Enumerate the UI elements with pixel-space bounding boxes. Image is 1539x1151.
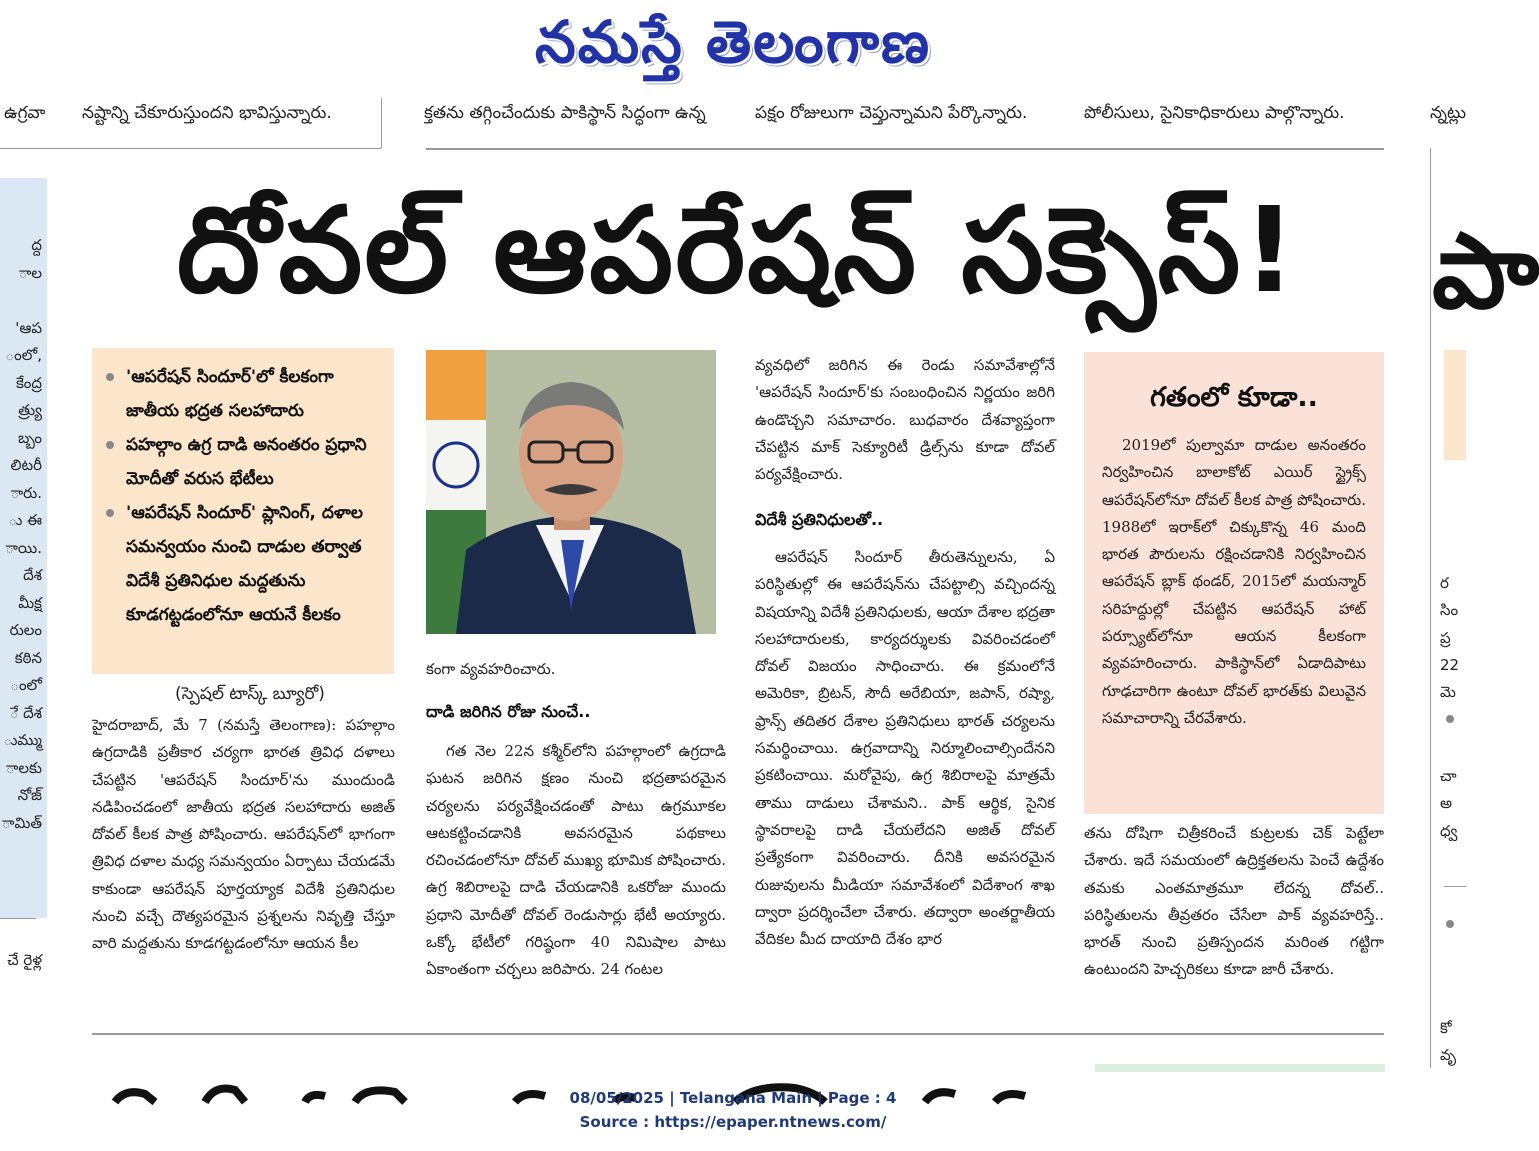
teaser-3: క్తతను తగ్గించేందుకు పాకిస్థాన్ సిద్ధంగా ఉన్న — [424, 103, 706, 123]
right-dashed-rule — [1444, 886, 1466, 887]
fragment-line: ారు. — [10, 483, 42, 502]
fragment-line: ాయి. — [5, 538, 42, 557]
sidebar-title: గతంలో కూడా.. — [1150, 382, 1318, 413]
fragment-line: సిం — [1440, 601, 1459, 620]
fragment-line: ామిత్ — [1, 813, 42, 832]
right-adjacent-box — [1444, 350, 1466, 460]
fragment-line: కేంద్ర — [15, 373, 42, 392]
teaser-6: న్నట్లు — [1430, 103, 1466, 123]
bullet-icon — [106, 373, 114, 381]
fragment-line: ాలకు — [5, 758, 42, 777]
next-article-band — [1095, 1064, 1385, 1072]
footer — [0, 1086, 1466, 1134]
right-adjacent-headline: పా — [1432, 210, 1539, 332]
sidebar-text: 2019లో పుల్వామా దాడుల అనంతరం నిర్వహించిన బాలాకోట్ ఎయిర్ స్ట్రైక్స్ ఆపరేషన్‌లోనూ దోవల్ కీలక పాత్ర పోషించారు. 1988లో ఇరాక్‌లో చిక్కుకొన్న 46 మంది భారత పౌరులను రక్షించడానికి నిర్వహించిన ఆపరేషన్ బ్లాక్ థండర్, 2015లో మయన్మార్ సరిహద్దుల్లో చేపట్టిన ఆపరేషన్ హాట్ పర్స్యూట్‌లోనూ ఆయన కీలకంగా వ్యవహరించారు. పాకిస్థాన్‌లో ఏడాదిపాటు గూఢచారిగా ఉంటూ దోవల్ భారత్‌కు విలువైన సమాచారాన్ని చేరవేశారు. — [1102, 436, 1366, 727]
fragment-line: మె — [1440, 683, 1456, 702]
fragment-line: అ — [1440, 794, 1453, 813]
fragment-line: ంలో, — [5, 346, 42, 364]
fragment-line — [0, 892, 42, 920]
bullet-icon — [1446, 920, 1454, 928]
highlight-item: 'ఆపరేషన్ సిందూర్' ప్లానింగ్, దళాల సమన్వయం నుంచి దాడుల తర్వాత విదేశీ ప్రతినిధుల మద్దతును కూడగట్టడంలోనూ ఆయనే కీలకం — [104, 496, 384, 632]
column-3-text-2: ఆపరేషన్ సిందూర్ తీరుతెన్నులను, ఏ పరిస్థితుల్లో ఈ ఆపరేషన్‌ను చేపట్టాల్సి వచ్చిందన్న విషయాన్ని విదేశీ ప్రతినిధులకు, ఆయా దేశాల భద్రతా సలహాదారులకు, కార్యదర్శులకు వివరించడంలో దోవల్ విజయం సాధించారు. ఈ క్రమంలోనే అమెరికా, బ్రిటన్, సౌదీ అరేబియా, జపాన్, రష్యా, ఫ్రాన్స్ తదితర దేశాల ప్రతినిధులు భారత్ చర్యలను సమర్థించాయి. ఉగ్రవాదాన్ని నిర్మూలించాల్సిందేనని ప్రకటించాయి. మరోవైపు, ఉగ్ర శిబిరాలపై మాత్రమే తాము దాడులు చేశామని.. పాక్ ఆర్థిక, సైనిక స్థావరాలపై దాడి చేయలేదని అజిత్ దోవల్ ప్రత్యేకంగా వివరించారు. దీనికి అవసరమైన రుజువులను మీడియా సమావేశంలో విదేశాంగ శాఖ ద్వారా ప్రదర్శించేలా చేశారు. తద్వారా అంతర్జాతీయ వేదికల మీద దాయాది దేశం భార — [755, 548, 1055, 949]
bullet-icon — [106, 441, 114, 449]
column-4-text: తను దోషిగా చిత్రీకరించే కుట్రలకు చెక్ పెట్టేలా చేశారు. ఇదే సమయంలో ఉద్రిక్తతలను పెంచే ఉద్దేశం తమకు ఎంతమాత్రమూ లేదన్న దోవల్.. పరిస్థితులను తీవ్రతరం చేసేలా పాక్ వ్యవహరిస్తే.. భారత్ నుంచి ప్రతిస్పందన మరింత గట్టిగా ఉంటుందని హెచ్చరికలు కూడా జారీ చేశారు. — [1084, 824, 1384, 979]
fragment-line: 'ఆప — [15, 318, 42, 337]
fragment-line: దేశ — [23, 566, 42, 584]
highlight-item: పహల్గాం ఉగ్ర దాడి అనంతరం ప్రధాని మోదీతో వరుస భేటీలు — [104, 428, 384, 496]
fragment-line — [0, 287, 42, 315]
fragment-line: మీక్ష — [18, 593, 42, 612]
fragment-line: లిటరీ — [10, 456, 42, 474]
right-column-divider — [1430, 148, 1431, 1068]
footer-source-link[interactable]: Source : https://epaper.ntnews.com/ — [579, 1113, 887, 1131]
bullet-icon — [106, 509, 114, 517]
teaser-4: పక్షం రోజులుగా చెప్తున్నామని పేర్కొన్నారు. — [755, 103, 1028, 123]
fragment-line: బ్బం — [18, 428, 42, 447]
column-2-text: గత నెల 22న కశ్మీర్‌లోని పహల్గాంలో ఉగ్రదాడి ఘటన జరిగిన క్షణం నుంచి భద్రతాపరమైన చర్యలను పర్యవేక్షించడంతో పాటు ఉగ్రమూకల ఆటకట్టించడానికి అవసరమైన పథకాలు రచించడంలోనూ దోవల్ ముఖ్య భూమిక పోషించారు. ఉగ్ర శిబిరాలపై దాడి చేయడానికి ఒకరోజు ముందు ప్రధాని మోదీతో దోవల్ రెండుసార్లు భేటీ అయ్యారు. ఒక్కో భేటీలో గరిష్ఠంగా 40 నిమిషాల పాటు ఏకాంతంగా చర్చలు జరిపారు. 24 గంటల — [426, 742, 726, 979]
teaser-rule-main — [426, 148, 1384, 150]
headline: దోవల్ ఆపరేషన్ సక్సెస్! — [176, 181, 1299, 319]
fragment-line: 22 — [1440, 655, 1460, 674]
fragment-line: ద్ద — [31, 236, 42, 254]
fragment-line: కఠిన — [14, 648, 42, 667]
teaser-5: పోలీసులు, సైనికాధికారులు పాల్గొన్నారు. — [1084, 103, 1345, 123]
column-3-text: వ్యవధిలో జరిగిన ఈ రెండు సమావేశాల్లోనే 'ఆపరేషన్ సిందూర్'కు సంబంధించిన నిర్ణయం జరిగి ఉండొచ్చని సమాచారం. బుధవారం దేశవ్యాప్తంగా చేపట్టిన మాక్ సెక్యూరిటీ డ్రిల్స్‌ను కూడా దోవల్ పర్యవేక్షించారు. — [755, 356, 1055, 484]
masthead-logo: నమస్తే తెలంగాణ — [535, 8, 931, 76]
sidebar-box — [1084, 352, 1384, 814]
column-2-lead: కంగా వ్యవహరించారు. — [426, 660, 556, 678]
fragment-line: ాల — [18, 263, 42, 282]
fragment-line: రులం — [9, 621, 42, 639]
column-1-text: హైదరాబాద్, మే 7 (నమస్తే తెలంగాణ): పహల్గాం ఉగ్రదాడికి ప్రతీకార చర్యగా భారత త్రివిధ దళాలు చేపట్టిన 'ఆపరేషన్ సిందూర్'ను ముందుండి నడిపించడంలో జాతీయ భద్రత సలహాదారు అజిత్ దోవల్ కీలక పాత్ర పోషించారు. ఆపరేషన్‌లో భాగంగా త్రివిధ దళాల మధ్య సమన్వయం ఏర్పాటు చేయడమే కాకుండా ఆపరేషన్ పూర్తయ్యాక విదేశీ ప్రతినిధుల నుంచి వచ్చే దౌత్యపరమైన ప్రశ్నలను నివృత్తి చేస్తూ వారి మద్దతును కూడగట్టడంలోనూ ఆయన కీల — [92, 716, 395, 953]
fragment-line: చా — [1440, 767, 1457, 785]
right-adjacent-text-mid — [1440, 763, 1466, 845]
right-adjacent-text-top — [1440, 570, 1466, 706]
fragment-line: ే దేశ — [9, 703, 42, 722]
fragment-line: కో — [1440, 1019, 1452, 1037]
article-photo — [426, 350, 716, 634]
teaser-2: నష్టాన్ని చేకూరుస్తుందని భావిస్తున్నారు. — [82, 103, 332, 123]
byline: (స్పెషల్ టాస్క్ బ్యూరో) — [175, 684, 325, 704]
fragment-line — [0, 865, 42, 893]
portrait-illustration — [426, 350, 716, 634]
fragment-line: నోజ్ — [17, 786, 42, 804]
fragment-line: ధ్వ — [1440, 821, 1458, 840]
right-adjacent-text-bottom — [1440, 1015, 1466, 1070]
column-3-subhead: విదేశీ ప్రతినిధులతో.. — [755, 510, 884, 529]
fragment-line — [0, 920, 42, 948]
fragment-line: వృ — [1440, 1046, 1456, 1065]
fragment-line: ుమ్ము — [3, 731, 42, 749]
next-headline-fragment — [95, 1052, 1055, 1070]
fragment-line: చే రైళ్ల — [7, 951, 42, 969]
fragment-line: ంలో — [10, 676, 42, 694]
footer-date-page: 08/05/2025 | Telangana Main | Page : 4 — [569, 1089, 897, 1107]
fragment-line: త్ర్యు — [18, 401, 42, 419]
column-2-subhead: దాడి జరిగిన రోజు నుంచే.. — [426, 702, 591, 721]
teaser-rule-left — [0, 148, 381, 149]
fragment-line: ు ఈ — [8, 511, 42, 529]
highlights-box — [92, 348, 394, 674]
fragment-line — [0, 837, 42, 865]
bottom-rule — [92, 1033, 1384, 1035]
bullet-icon — [1446, 715, 1454, 723]
left-adjacent-text — [0, 232, 42, 975]
teaser-1: ఉగ్రవా — [4, 103, 46, 123]
fragment-line: ర — [1440, 574, 1449, 592]
left-rule — [0, 918, 36, 919]
highlight-item: 'ఆపరేషన్ సిందూర్'లో కీలకంగా జాతీయ భద్రత సలహాదారు — [104, 360, 384, 428]
column-divider — [381, 98, 382, 148]
fragment-line: ప్ర — [1440, 628, 1451, 647]
